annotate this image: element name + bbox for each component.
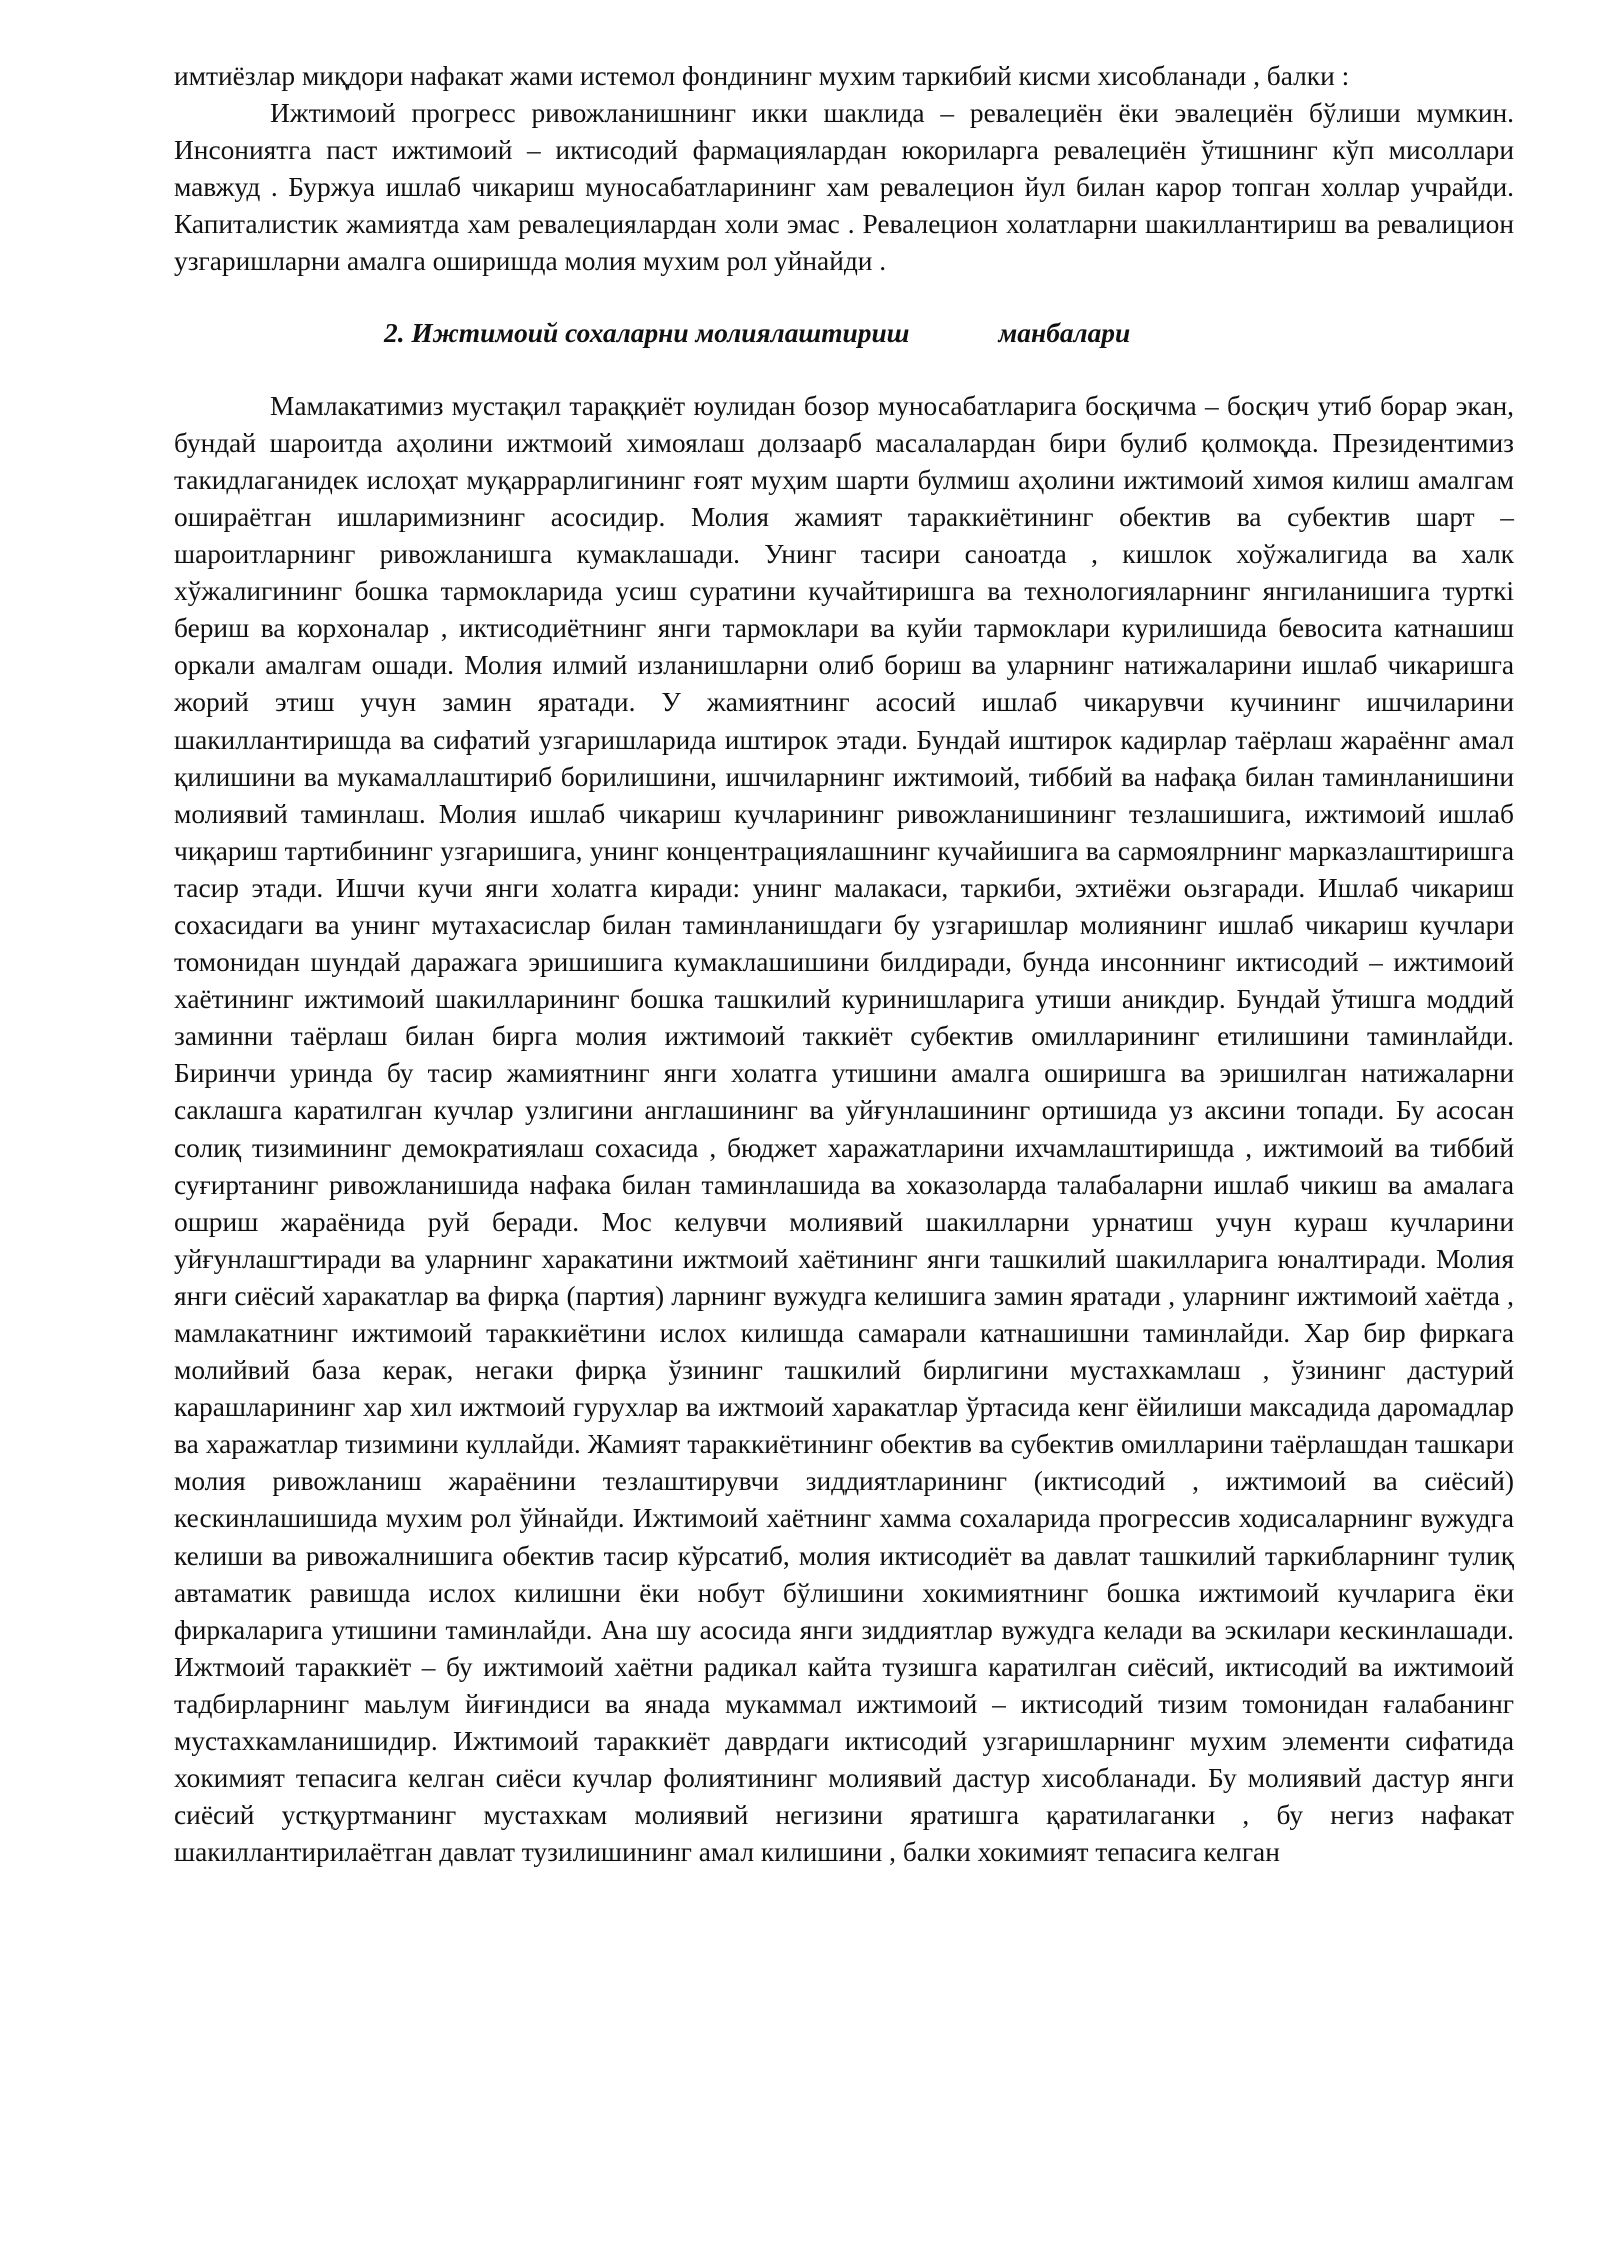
document-page [174, 58, 1514, 1871]
paragraph-body: Мамлакатимиз мустақил тараққиёт юулидан бозор муносабатларига босқичма – босқич утиб борар экан, бундай шароитда аҳолини ижтмоий химоялаш долзаарб масалалардан бири булиб қолмоқда. Президентимиз такидлаганидек ислоҳат муқаррарлигининг ғоят муҳим шарти булмиш аҳолини ижтимоий химоя килиш амалгам ошираётган ишларимизнинг асосидир. Молия жамият тараккиётининг обектив ва субектив шарт – шароитларнинг ривожланишга кумаклашади. Унинг тасири саноатда , кишлок хоўжалигида ва халк хўжалигининг бошка тармокларида усиш суратини кучайтиришга ва технологияларнинг янгиланишига турткі бериш ва корхоналар , иктисодиётнинг янги тармоклари ва куйи тармоклари курилишида бевосита катнашиш оркали амалгам ошади. Молия илмий изланишларни олиб бориш ва уларнинг натижаларини ишлаб чикаришга жорий этиш учун замин яратади. У жамиятнинг асосий ишлаб чикарувчи кучининг ишчиларини шакиллантиришда ва сифатий узгаришларида иштирок этади. Бундай иштирок кадирлар таёрлаш жараённг амал қилишини ва мукамаллаштириб борилишини, ишчиларнинг ижтимоий, тиббий ва нафақа билан таминланишини молиявий таминлаш. Молия ишлаб чикариш кучларининг ривожланишининг тезлашишига, ижтимоий ишлаб чиқариш тартибининг узгаришига, унинг концентрациялашнинг кучайишига ва сармоялрнинг марказлаштиришга тасир этади. Ишчи кучи янги холатга киради: унинг малакаси, таркиби, эхтиёжи оьзгаради. Ишлаб чикариш сохасидаги ва унинг мутахасислар билан таминланишдаги бу узгаришлар молиянинг ишлаб чикариш кучлари томонидан шундай даражага эришишига кумаклашишини билдиради, бунда инсоннинг иктисодий – ижтимоий хаётининг ижтимоий шакилларининг бошка ташкилий куринишларига утиши аникдир. Бундай ўтишга моддий заминни таёрлаш билан бирга молия ижтимоий таккиёт субектив омилларининг етилишини таминлайди. Биринчи уринда бу тасир жамиятнинг янги холатга утишини амалга оширишга ва эришилган натижаларни саклашга каратилган кучлар узлигини англашининг ва уйғунлашининг ортишида уз аксини топади. Бу асосан солиқ тизимининг демократиялаш сохасида , бюджет харажатларини ихчамлаштиришда , ижтимоий ва тиббий суғиртанинг ривожланишида нафака билан таминлашида ва хоказоларда талабаларни ишлаб чикиш ва амалага ошриш жараёнида руй беради. Мос келувчи молиявий шакилларни урнатиш учун кураш кучларини уйғунлашгтиради ва уларнинг харакатини ижтмоий хаётининг янги ташкилий шакилларига юналтиради. Молия янги сиёсий харакатлар ва фирқа (партия) ларнинг вужудга келишига замин яратади , уларнинг ижтимоий хаётда , мамлакатнинг ижтимоий тараккиётини ислох килишда самарали катнашишни таминлайди. Хар бир фиркага молийвий база керак, негаки фирқа ўзининг ташкилий бирлигини мустахкамлаш , ўзининг дастурий карашларининг хар хил ижтмоий гурухлар ва ижтмоий харакатлар ўртасида кенг ёйилиши максадида даромадлар ва харажатлар тизимини куллайди. Жамият тараккиётининг обектив ва субектив омилларини таёрлашдан ташкари молия ривожланиш жараёнини тезлаштирувчи зиддиятларининг (иктисодий , ижтимоий ва сиёсий) кескинлашишида мухим рол ўйнайди. Ижтимоий хаётнинг хамма сохаларида прогрессив ходисаларнинг вужудга келиши ва ривожалнишига обектив тасир кўрсатиб, молия иктисодиёт ва давлат ташкилий таркибларнинг тулиқ автаматик равишда ислох килишни ёки нобут бўлишини хокимиятнинг бошка ижтимоий кучларига ёки фиркаларига утишини таминлайди. Ана шу асосида янги зиддиятлар вужудга келади ва эскилари кескинлашади. Ижтмоий тараккиёт – бу ижтимоий хаётни радикал кайта тузишга каратилган сиёсий, иктисодий ва ижтимоий тадбирларнинг маьлум йиғиндиси ва янада мукаммал ижтимоий – иктисодий тизим томонидан ғалабанинг мустахкамланишидир. Ижтимоий тараккиёт даврдаги иктисодий узгаришларнинг мухим элементи сифатида хокимият тепасига келган сиёси кучлар фолиятининг молиявий дастур хисобланади. Бу молиявий дастур янги сиёсий устқуртманинг мустахкам молиявий негизини яратишга қаратилаганки , бу негиз нафакат шакиллантирилаётган давлат тузилишининг амал килишини , балки хокимият тепасига келган [174, 390, 1514, 1868]
section-heading: 2. Ижтимоий сохаларни молиялаштириш манбалари [384, 317, 1131, 348]
paragraph-continued: имтиёзлар миқдори нафакат жами истемол фондининг мухим таркибий кисми хисобланади , балки : [174, 61, 1350, 91]
paragraph-social-progress: Ижтимоий прогресс ривожланишнинг икки шаклида – ревалециён ёки эвалециён бўлиши мумкин. Инсониятга паст ижтимоий – иктисодий фармациялардан юкориларга ревалециён ўтишнинг кўп мисоллари мавжуд . Буржуа ишлаб чикариш муносабатларининг хам ревалецион йул билан карор топган холлар учрайди. Капиталистик жамиятда хам ревалециялардан холи эмас . Ревалецион холатларни шакиллантириш ва ревалицион узгаришларни амалга оширишда молия мухим рол уйнайди . [174, 98, 1514, 277]
